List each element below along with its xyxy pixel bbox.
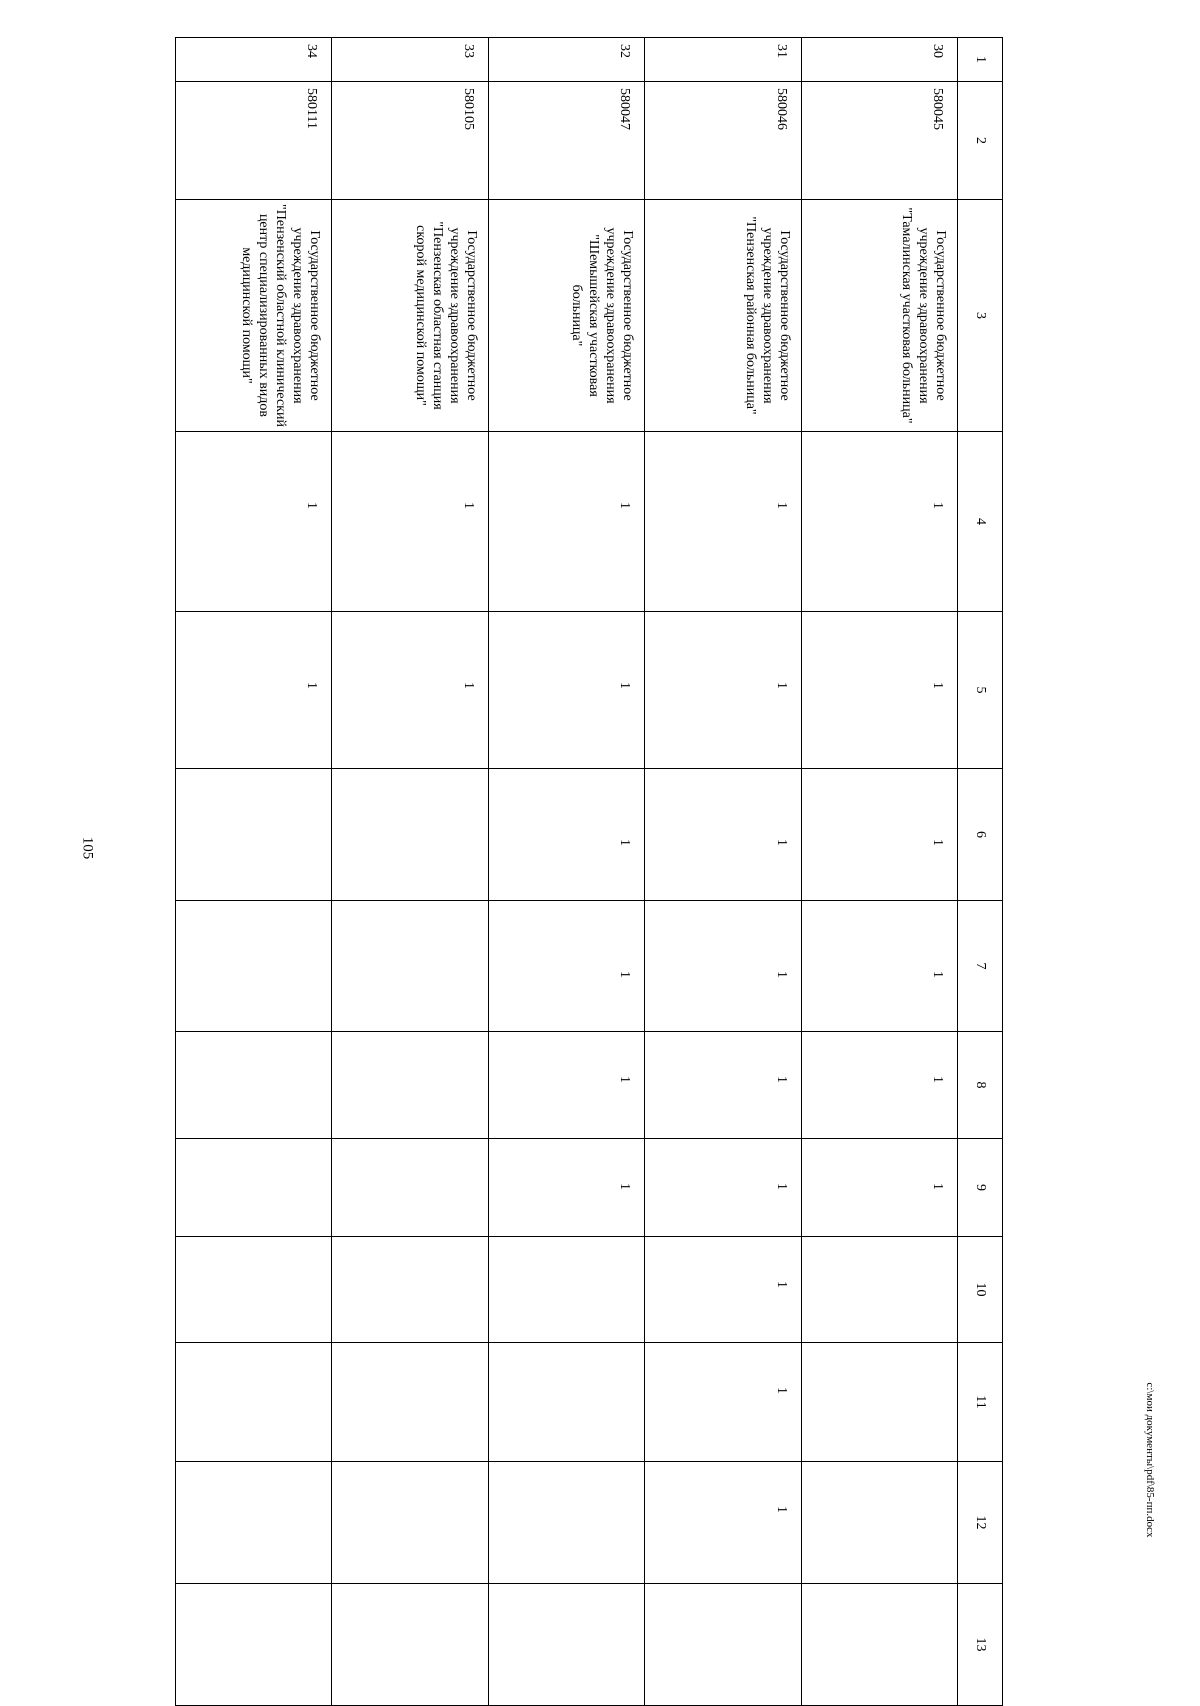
column-header: 10 [958,1237,1003,1343]
table-cell: 1 [645,432,801,612]
table-cell [801,1584,957,1706]
table-cell [332,769,488,901]
table-cell [176,1032,332,1139]
table-cell: 1 [801,769,957,901]
table-cell [332,1462,488,1584]
table-cell [332,1584,488,1706]
table-row [176,38,332,1706]
header-row [958,38,1003,1706]
column-header: 13 [958,1584,1003,1706]
table-cell [488,1343,644,1462]
table-cell [801,1462,957,1584]
table-cell [176,901,332,1032]
column-header: 12 [958,1462,1003,1584]
column-header: 6 [958,769,1003,901]
table-cell: 1 [801,1139,957,1237]
row-number: 31 [645,38,801,82]
institution-name: Государственное бюджетное учреждение здравоохранения "Тамалинская участковая больница" [801,200,957,432]
table-cell: 1 [645,769,801,901]
table-cell: 1 [488,612,644,769]
institution-code: 580111 [176,82,332,200]
table-cell [176,1139,332,1237]
column-header: 11 [958,1343,1003,1462]
table-cell [801,1237,957,1343]
table-cell: 1 [645,1139,801,1237]
institutions-table [175,37,1003,1706]
institution-code: 580105 [332,82,488,200]
table-cell: 1 [645,612,801,769]
table-row [645,38,801,1706]
table-cell: 1 [332,612,488,769]
column-header: 3 [958,200,1003,432]
table-cell [488,1584,644,1706]
table-cell [176,1343,332,1462]
rotated-table-wrapper [175,37,1003,1705]
row-number: 32 [488,38,644,82]
table-cell: 1 [488,769,644,901]
table-cell [332,1032,488,1139]
table-cell: 1 [176,432,332,612]
table-row [801,38,957,1706]
table-cell [332,1139,488,1237]
table-cell [332,901,488,1032]
table-cell [176,1584,332,1706]
table-row [488,38,644,1706]
table-cell: 1 [332,432,488,612]
institution-name: Государственное бюджетное учреждение здравоохранения "Пензенский областной клинический центр специализированных видов медицинской помощи" [176,200,332,432]
table-cell: 1 [801,1032,957,1139]
table-cell [176,769,332,901]
table-row [332,38,488,1706]
table-cell: 1 [801,901,957,1032]
institution-name: Государственное бюджетное учреждение здравоохранения "Шемышейская участковая больница" [488,200,644,432]
table-cell: 1 [645,1343,801,1462]
table-cell: 1 [488,901,644,1032]
institution-code: 580047 [488,82,644,200]
row-number: 30 [801,38,957,82]
table-cell: 1 [645,1032,801,1139]
table-cell [176,1462,332,1584]
file-path-footer: c:\мои документы\pdf\85-пп.docx [1144,1382,1156,1538]
column-header: 8 [958,1032,1003,1139]
column-header: 9 [958,1139,1003,1237]
table-cell: 1 [176,612,332,769]
table-cell [332,1237,488,1343]
table-cell: 1 [801,612,957,769]
row-number: 34 [176,38,332,82]
page-number: 105 [79,836,96,860]
table-cell: 1 [488,1032,644,1139]
institution-code: 580046 [645,82,801,200]
table-cell [488,1462,644,1584]
column-header: 5 [958,612,1003,769]
column-header: 7 [958,901,1003,1032]
table-cell [176,1237,332,1343]
institution-code: 580045 [801,82,957,200]
table-cell [488,1237,644,1343]
institution-name: Государственное бюджетное учреждение здравоохранения "Пензенская областная станция скорой медицинской помощи" [332,200,488,432]
table-cell: 1 [645,901,801,1032]
table-cell: 1 [801,432,957,612]
institution-name: Государственное бюджетное учреждение здравоохранения "Пензенская районная больница" [645,200,801,432]
column-header: 1 [958,38,1003,82]
table-cell: 1 [488,1139,644,1237]
table-cell [645,1584,801,1706]
column-header: 4 [958,432,1003,612]
row-number: 33 [332,38,488,82]
table-cell: 1 [488,432,644,612]
table-cell: 1 [645,1462,801,1584]
column-header: 2 [958,82,1003,200]
table-cell: 1 [645,1237,801,1343]
table-cell [801,1343,957,1462]
table-cell [332,1343,488,1462]
